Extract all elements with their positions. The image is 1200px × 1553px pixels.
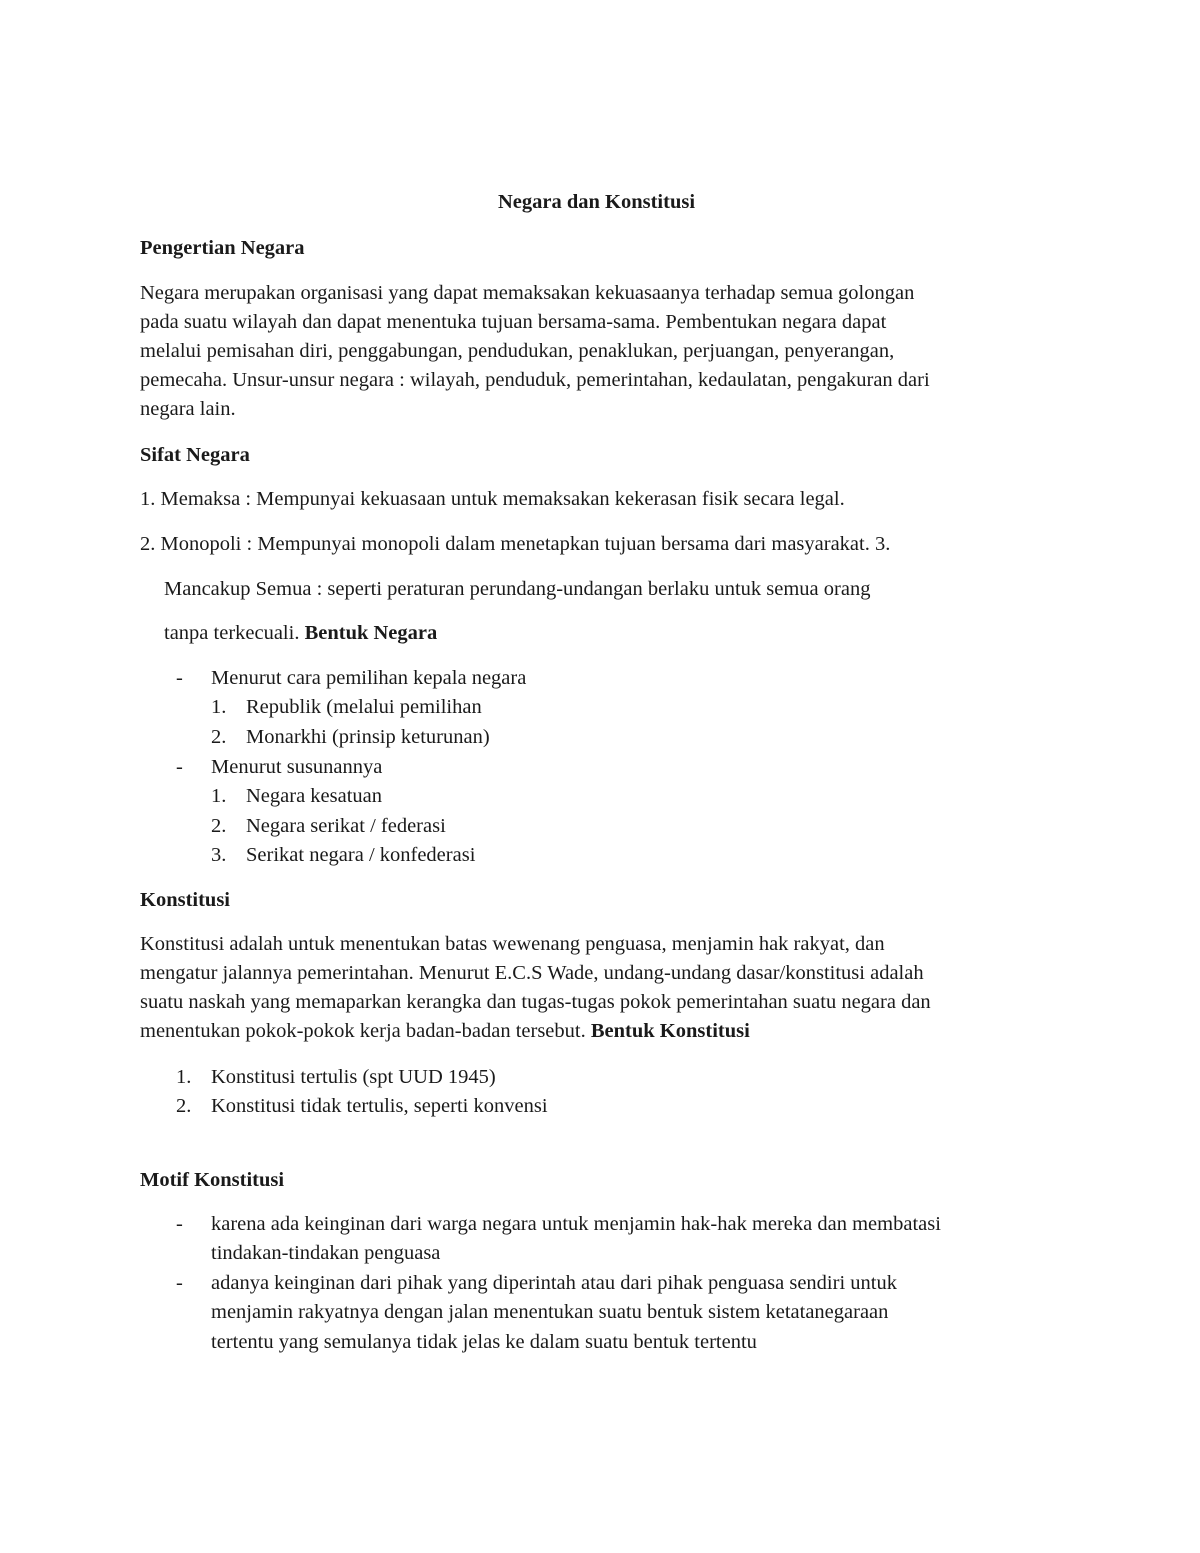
list-item: karena ada keinginan dari warga negara untuk menjamin hak-hak mereka dan membatasi — [211, 1213, 941, 1235]
heading-konstitusi: Konstitusi — [140, 889, 230, 911]
sifat-item: Mancakup Semua : seperti peraturan perundang-undangan berlaku untuk semua orang — [164, 578, 871, 600]
list-item: adanya keinginan dari pihak yang diperintah atau dari pihak penguasa sendiri untuk — [211, 1272, 897, 1294]
list-item-continuation: menjamin rakyatnya dengan jalan menentukan suatu bentuk sistem ketatanegaraan — [211, 1301, 889, 1323]
paragraph-line: suatu naskah yang memaparkan kerangka dan tugas-tugas pokok pemerintahan suatu negara dan — [140, 991, 931, 1013]
list-item: Menurut cara pemilihan kepala negara — [211, 667, 527, 689]
paragraph-text: menentukan pokok-pokok kerja badan-badan tersebut. — [140, 1020, 586, 1042]
list-item-continuation: tindakan-tindakan penguasa — [211, 1242, 441, 1264]
list-bullet: - — [176, 756, 183, 778]
paragraph-line-with-heading — [140, 1021, 750, 1042]
heading-sifat-negara: Sifat Negara — [140, 444, 250, 466]
list-number: 2. — [211, 726, 227, 748]
list-item: Republik (melalui pemilihan — [246, 696, 482, 718]
list-item: Negara serikat / federasi — [246, 815, 446, 837]
paragraph-line: pada suatu wilayah dan dapat menentuka tujuan bersama-sama. Pembentukan negara dapat — [140, 311, 887, 333]
sifat-item-continuation — [164, 623, 437, 644]
list-item: Monarkhi (prinsip keturunan) — [246, 726, 490, 748]
paragraph-line: Konstitusi adalah untuk menentukan batas wewenang penguasa, menjamin hak rakyat, dan — [140, 933, 885, 955]
heading-pengertian-negara: Pengertian Negara — [140, 237, 305, 259]
sifat-item-text: tanpa terkecuali. — [164, 622, 300, 644]
heading-motif-konstitusi: Motif Konstitusi — [140, 1169, 285, 1191]
list-number: 3. — [211, 844, 227, 866]
paragraph-line: melalui pemisahan diri, penggabungan, pendudukan, penaklukan, perjuangan, penyerangan, — [140, 340, 895, 362]
list-number: 1. — [211, 696, 227, 718]
list-bullet: - — [176, 1213, 183, 1235]
list-item: Serikat negara / konfederasi — [246, 844, 476, 866]
list-bullet: - — [176, 667, 183, 689]
list-number: 2. — [211, 815, 227, 837]
list-number: 2. — [176, 1095, 192, 1117]
list-item: Negara kesatuan — [246, 785, 383, 807]
document-title: Negara dan Konstitusi — [497, 191, 696, 213]
list-number: 1. — [211, 785, 227, 807]
paragraph-line: pemecaha. Unsur-unsur negara : wilayah, penduduk, pemerintahan, kedaulatan, pengakuran dari — [140, 369, 930, 391]
heading-bentuk-negara: Bentuk Negara — [304, 622, 438, 644]
heading-bentuk-konstitusi: Bentuk Konstitusi — [590, 1020, 750, 1042]
list-item: Konstitusi tertulis (spt UUD 1945) — [211, 1066, 496, 1088]
sifat-item: 1. Memaksa : Mempunyai kekuasaan untuk memaksakan kekerasan fisik secara legal. — [140, 488, 845, 510]
list-item-continuation: tertentu yang semulanya tidak jelas ke dalam suatu bentuk tertentu — [211, 1331, 757, 1353]
paragraph-line: Negara merupakan organisasi yang dapat memaksakan kekuasaanya terhadap semua golongan — [140, 282, 915, 304]
list-item: Konstitusi tidak tertulis, seperti konvensi — [211, 1095, 548, 1117]
paragraph-line: negara lain. — [140, 398, 236, 420]
list-bullet: - — [176, 1272, 183, 1294]
paragraph-line: mengatur jalannya pemerintahan. Menurut E.C.S Wade, undang-undang dasar/konstitusi adalah — [140, 962, 924, 984]
list-item: Menurut susunannya — [211, 756, 383, 778]
sifat-item: 2. Monopoli : Mempunyai monopoli dalam menetapkan tujuan bersama dari masyarakat. 3. — [140, 533, 891, 555]
list-number: 1. — [176, 1066, 192, 1088]
